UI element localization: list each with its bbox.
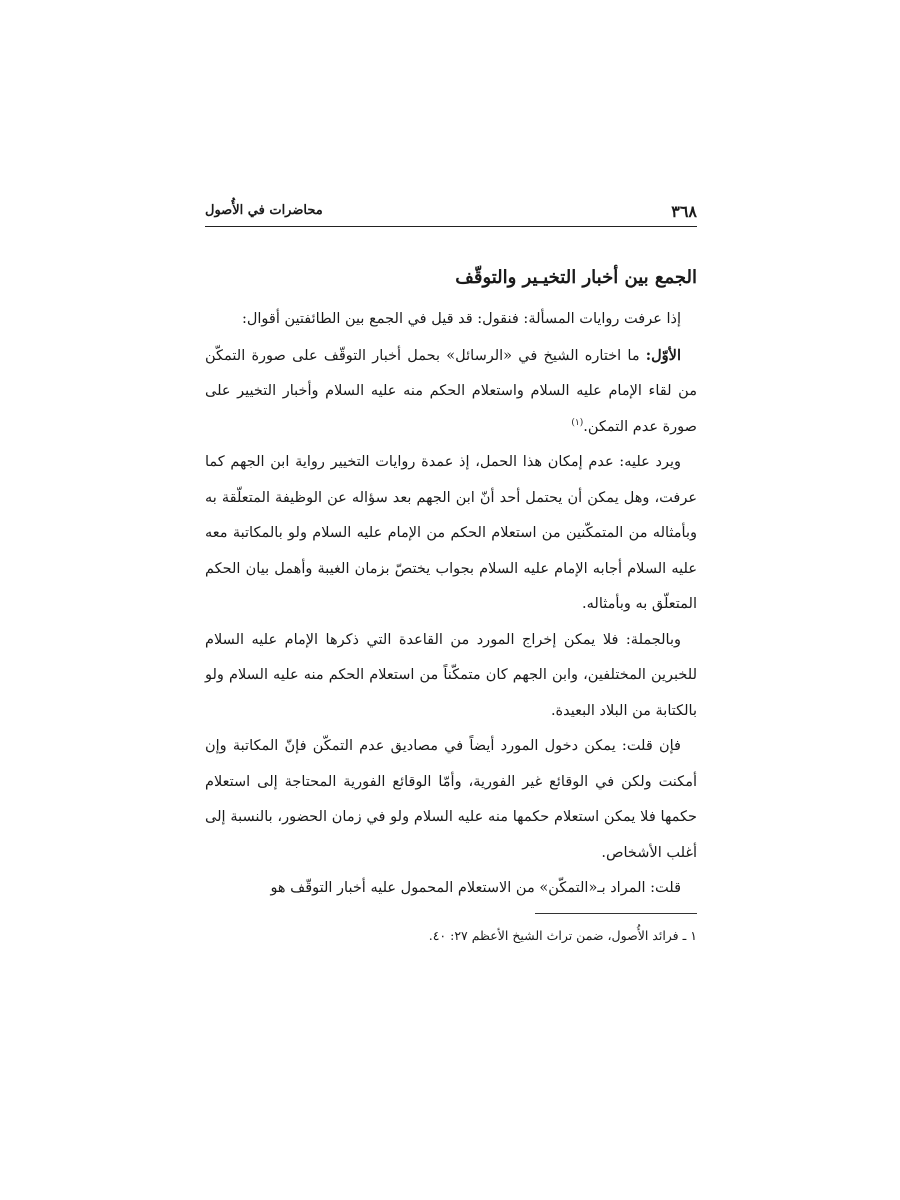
paragraph-6: قلت: المراد بـ«التمكّن» من الاستعلام المحمول عليه أخبار التوقّف هو	[270, 880, 681, 896]
footnote: ١ ـ فرائد الأُصول، ضمن تراث الشيخ الأعظم ٢٧: ٤٠.	[428, 927, 697, 943]
book-page	[205, 200, 697, 1000]
footnote-divider	[535, 913, 697, 914]
paragraph-4: وبالجملة: فلا يمكن إخراج المورد من القاعدة التي ذكرها الإمام عليه السلام للخبرين المختلفين، وابن الجهم كان متمكّناً من استعلام الحكم منه عليه السلام ولو بالكتابة من البلاد البعيدة.	[205, 631, 697, 719]
paragraph-3: ويرد عليه: عدم إمكان هذا الحمل، إذ عمدة روايات التخيير رواية ابن الجهم كما عرفت، وهل يمكن أن يحتمل أحد أنّ ابن الجهم بعد سؤاله عن الوظيفة المتعلّقة به وبأمثاله من المتمكّنين من استعلام الحكم من الإمام عليه السلام ولو بالمكاتبة معه عليه السلام أجابه الإمام عليه السلام بجواب يختصّ بزمان الغيبة وأهمل بيان الحكم المتعلّق به وبأمثاله.	[205, 454, 697, 612]
paragraph-5: فإن قلت: يمكن دخول المورد أيضاً في مصاديق عدم التمكّن فإنّ المكاتبة وإن أمكنت ولكن في الوقائع غير الفورية، وأمّا الوقائع الفورية المحتاجة إلى استعلام حكمها فلا يمكن استعلام حكمها منه عليه السلام ولو في زمان الحضور، بالنسبة إلى أغلب الأشخاص.	[205, 738, 697, 861]
body-text	[205, 302, 697, 907]
section-title: الجمع بين أخبار التخيـير والتوقّف	[455, 267, 697, 288]
book-title: محاضرات في الأُصول	[205, 203, 323, 218]
paragraph-2-text: ما اختاره الشيخ في «الرسائل» بحمل أخبار التوقّف على صورة التمكّن من لقاء الإمام عليه السلام واستعلام الحكم منه عليه السلام وأخبار التخيير على صورة عدم التمكن.	[205, 347, 697, 435]
footnote-marker[interactable]: (١)	[571, 417, 584, 428]
paragraph-2	[205, 338, 697, 446]
running-header	[205, 200, 697, 227]
page-number: ٣٦٨	[671, 202, 697, 221]
paragraph-1: إذا عرفت روايات المسألة: فنقول: قد قيل في الجمع بين الطائفتين أقوال:	[241, 311, 681, 327]
paragraph-2-lead: الأوّل:	[645, 346, 681, 364]
